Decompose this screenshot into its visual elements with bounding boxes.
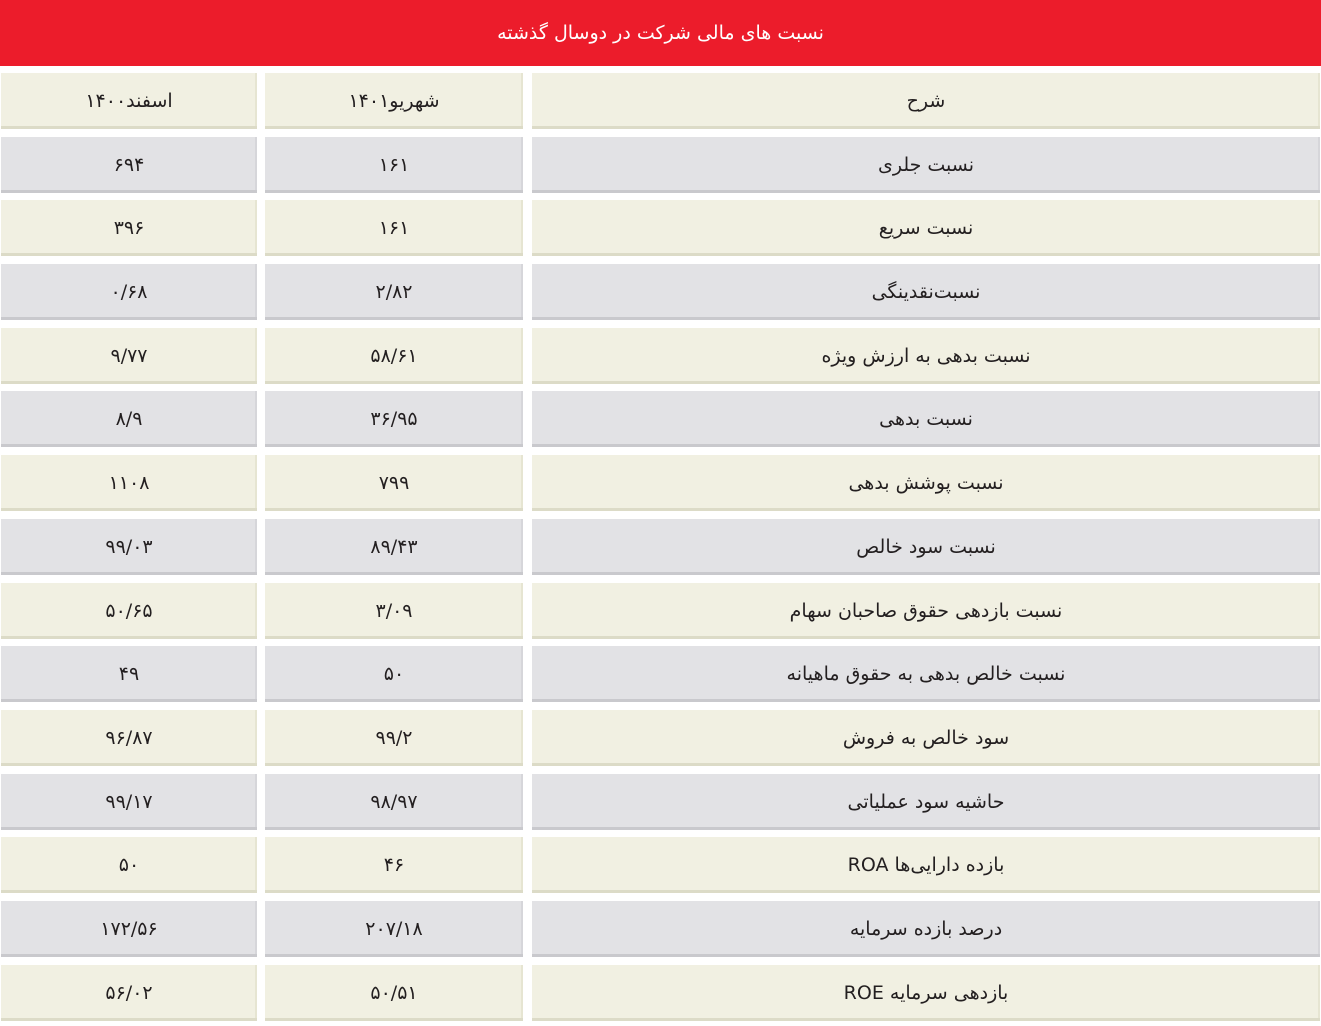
- row-shahrivar-1401: ۹۹/۲: [265, 710, 523, 766]
- row-description: درصد بازده سرمایه: [532, 901, 1320, 957]
- row-shahrivar-1401: ۷۹۹: [265, 455, 523, 511]
- row-description: نسبت جلری: [532, 137, 1320, 193]
- row-description: نسبت سریع: [532, 200, 1320, 256]
- table-row: [0, 580, 1321, 644]
- table-row: [0, 388, 1321, 452]
- table-row: [0, 707, 1321, 771]
- table-row: [0, 516, 1321, 580]
- row-shahrivar-1401: ۳۶/۹۵: [265, 391, 523, 447]
- financial-ratios-table: [0, 70, 1321, 1025]
- row-shahrivar-1401: ۲/۸۲: [265, 264, 523, 320]
- row-description: نسبت بدهی به ارزش ویژه: [532, 328, 1320, 384]
- row-esfand-1400: ۶۹۴: [1, 137, 257, 193]
- row-shahrivar-1401: ۹۸/۹۷: [265, 774, 523, 830]
- row-description: حاشیه سود عملیاتی: [532, 774, 1320, 830]
- table-row: [0, 834, 1321, 898]
- table-row: [0, 134, 1321, 198]
- row-shahrivar-1401: ۱۶۱: [265, 137, 523, 193]
- row-esfand-1400: ۸/۹: [1, 391, 257, 447]
- table-row: [0, 452, 1321, 516]
- row-shahrivar-1401: ۳/۰۹: [265, 583, 523, 639]
- table-row: [0, 197, 1321, 261]
- header-row: [0, 70, 1321, 134]
- header-description: شرح: [532, 73, 1320, 129]
- row-esfand-1400: ۱۱۰۸: [1, 455, 257, 511]
- row-esfand-1400: ۳۹۶: [1, 200, 257, 256]
- table-row: [0, 962, 1321, 1026]
- row-esfand-1400: ۹۹/۰۳: [1, 519, 257, 575]
- table-row: [0, 261, 1321, 325]
- row-esfand-1400: ۵۶/۰۲: [1, 965, 257, 1021]
- row-description: نسبت سود خالص: [532, 519, 1320, 575]
- row-description: نسبت خالص بدهی به حقوق ماهیانه: [532, 646, 1320, 702]
- table-title: نسبت های مالی شرکت در دوسال گذشته: [0, 0, 1321, 66]
- row-esfand-1400: ۵۰/۶۵: [1, 583, 257, 639]
- row-description: نسبت بدهی: [532, 391, 1320, 447]
- row-esfand-1400: ۴۹: [1, 646, 257, 702]
- row-description: بازده دارایی‌ها ROA: [532, 837, 1320, 893]
- row-shahrivar-1401: ۲۰۷/۱۸: [265, 901, 523, 957]
- row-esfand-1400: ۱۷۲/۵۶: [1, 901, 257, 957]
- row-shahrivar-1401: ۱۶۱: [265, 200, 523, 256]
- row-shahrivar-1401: ۵۸/۶۱: [265, 328, 523, 384]
- table-row: [0, 643, 1321, 707]
- table-row: [0, 325, 1321, 389]
- row-esfand-1400: ۹/۷۷: [1, 328, 257, 384]
- header-shahrivar-1401: شهریو۱۴۰۱: [265, 73, 523, 129]
- row-description: بازدهی سرمایه ROE: [532, 965, 1320, 1021]
- row-esfand-1400: ۹۶/۸۷: [1, 710, 257, 766]
- row-description: نسبت‌نقدینگی: [532, 264, 1320, 320]
- row-esfand-1400: ۹۹/۱۷: [1, 774, 257, 830]
- row-shahrivar-1401: ۴۶: [265, 837, 523, 893]
- row-esfand-1400: ۵۰: [1, 837, 257, 893]
- header-esfand-1400: اسفند۱۴۰۰: [1, 73, 257, 129]
- table-row: [0, 771, 1321, 835]
- row-description: سود خالص به فروش: [532, 710, 1320, 766]
- row-description: نسبت بازدهی حقوق صاحبان سهام: [532, 583, 1320, 639]
- table-row: [0, 898, 1321, 962]
- row-shahrivar-1401: ۵۰: [265, 646, 523, 702]
- row-esfand-1400: ۰/۶۸: [1, 264, 257, 320]
- row-description: نسبت پوشش بدهی: [532, 455, 1320, 511]
- row-shahrivar-1401: ۵۰/۵۱: [265, 965, 523, 1021]
- row-shahrivar-1401: ۸۹/۴۳: [265, 519, 523, 575]
